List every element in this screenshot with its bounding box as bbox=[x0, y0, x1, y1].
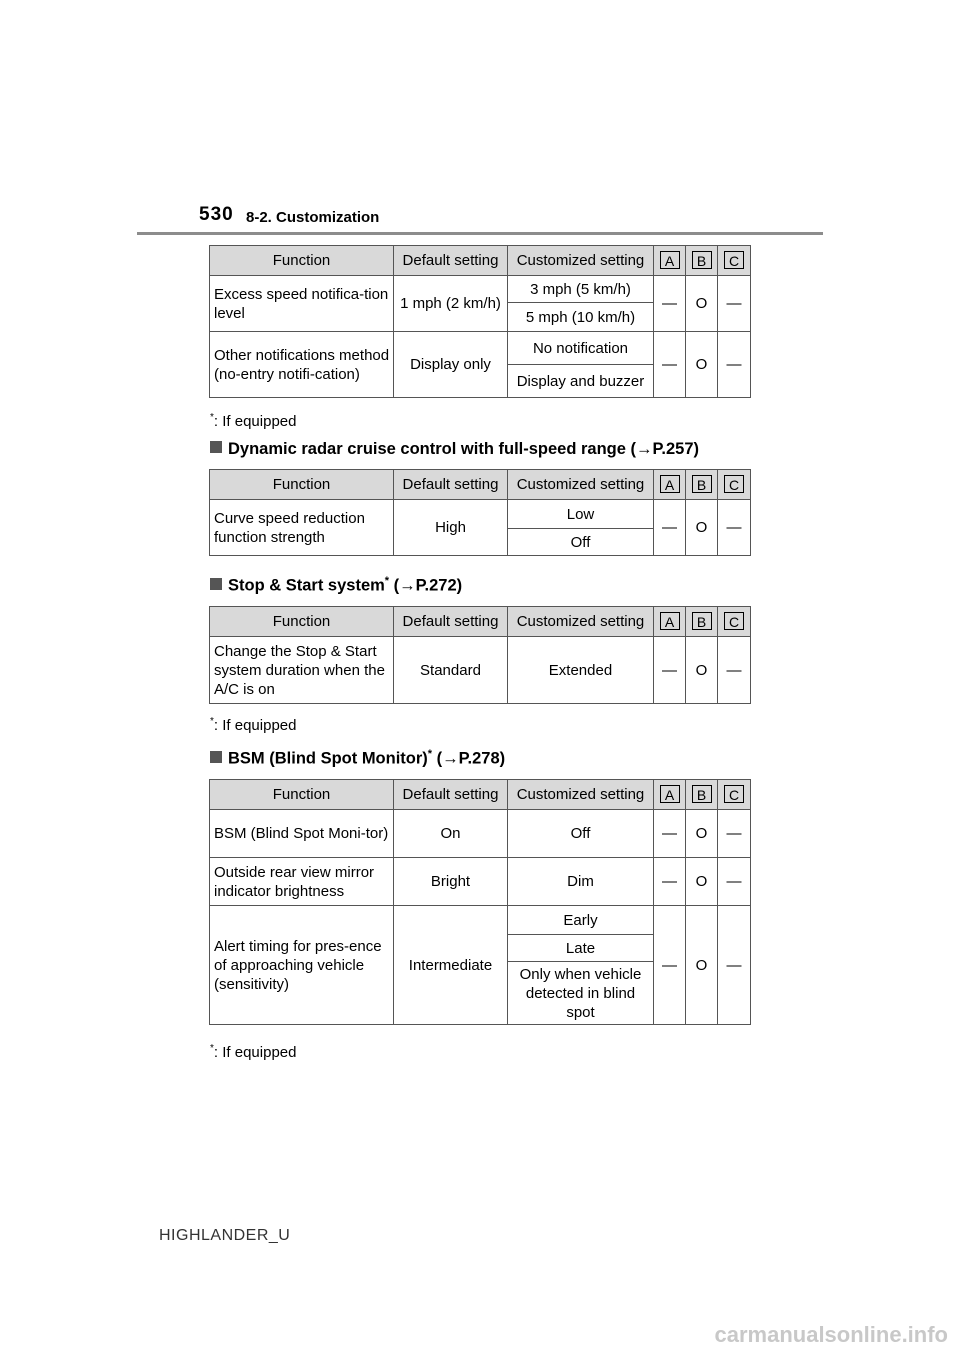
footnote-text: : If equipped bbox=[213, 717, 297, 734]
a-cell: — bbox=[654, 276, 686, 332]
c-cell: — bbox=[718, 810, 751, 858]
col-custom: Customized setting bbox=[508, 607, 654, 637]
footnote-mark: * bbox=[384, 575, 390, 587]
default-cell: Bright bbox=[394, 858, 508, 906]
col-a-icon: A bbox=[660, 612, 680, 630]
footnote-mark: * bbox=[427, 748, 433, 760]
table-row bbox=[210, 858, 751, 906]
footnote bbox=[210, 716, 296, 734]
col-a-icon: A bbox=[660, 251, 680, 269]
option-cell: Off bbox=[508, 529, 654, 556]
col-b-icon: B bbox=[692, 475, 712, 493]
b-cell: O bbox=[686, 858, 718, 906]
col-custom: Customized setting bbox=[508, 780, 654, 810]
col-c-icon: C bbox=[724, 612, 744, 630]
heading-text: Stop & Start system bbox=[228, 576, 385, 595]
table-row bbox=[210, 637, 751, 704]
heading-dynamic-radar bbox=[210, 440, 699, 459]
option-cell: Extended bbox=[508, 637, 654, 704]
heading-paren: ( bbox=[432, 749, 443, 768]
watermark: carmanualsonline.info bbox=[714, 1322, 948, 1347]
b-cell: O bbox=[686, 500, 718, 556]
option-cell: 5 mph (10 km/h) bbox=[508, 303, 654, 332]
a-cell: — bbox=[654, 810, 686, 858]
heading-stop-start bbox=[210, 575, 462, 596]
option-cell: 3 mph (5 km/h) bbox=[508, 276, 654, 303]
table-header-row bbox=[210, 607, 751, 637]
option-cell: Low bbox=[508, 500, 654, 529]
footnote-mark: * bbox=[210, 716, 214, 727]
c-cell: — bbox=[718, 637, 751, 704]
col-default: Default setting bbox=[394, 780, 508, 810]
option-cell: Early bbox=[508, 906, 654, 935]
table-header-row bbox=[210, 470, 751, 500]
b-cell: O bbox=[686, 276, 718, 332]
a-cell: — bbox=[654, 332, 686, 398]
default-cell: High bbox=[394, 500, 508, 556]
function-cell: Outside rear view mirror indicator brightness bbox=[210, 858, 394, 906]
col-default: Default setting bbox=[394, 246, 508, 276]
table-stop-start bbox=[209, 606, 751, 704]
heading-text: Dynamic radar cruise control with full-speed range ( bbox=[228, 440, 637, 458]
table-row bbox=[210, 332, 751, 365]
col-c-icon: C bbox=[724, 251, 744, 269]
heading-paren: ( bbox=[389, 576, 400, 595]
table-row bbox=[210, 276, 751, 303]
a-cell: — bbox=[654, 637, 686, 704]
table-display-settings bbox=[209, 245, 751, 398]
option-cell: Only when vehicle detected in blind spot bbox=[508, 962, 654, 1025]
arrow-right-icon: → bbox=[399, 576, 416, 595]
col-a-icon: A bbox=[660, 475, 680, 493]
col-c-icon: C bbox=[724, 475, 744, 493]
option-cell: Dim bbox=[508, 858, 654, 906]
footer-model: HIGHLANDER_U bbox=[159, 1227, 291, 1244]
page-reference-link[interactable]: P.272) bbox=[415, 576, 463, 595]
arrow-right-icon: → bbox=[636, 440, 653, 458]
col-b-icon: B bbox=[692, 785, 712, 803]
a-cell: — bbox=[654, 858, 686, 906]
col-function: Function bbox=[210, 246, 394, 276]
col-default: Default setting bbox=[394, 470, 508, 500]
col-custom: Customized setting bbox=[508, 470, 654, 500]
page-reference-link[interactable]: P.278) bbox=[458, 749, 506, 768]
footnote-mark: * bbox=[210, 412, 214, 423]
page-reference-link[interactable]: P.257) bbox=[652, 440, 700, 458]
table-dynamic-radar bbox=[209, 469, 751, 556]
c-cell: — bbox=[718, 276, 751, 332]
function-cell: Other notifications method (no-entry notifi-cation) bbox=[210, 332, 394, 398]
b-cell: O bbox=[686, 637, 718, 704]
col-default: Default setting bbox=[394, 607, 508, 637]
default-cell: 1 mph (2 km/h) bbox=[394, 276, 508, 332]
footnote-mark: * bbox=[210, 1043, 214, 1054]
heading-text: BSM (Blind Spot Monitor) bbox=[228, 749, 428, 768]
function-cell: BSM (Blind Spot Moni-tor) bbox=[210, 810, 394, 858]
square-bullet-icon bbox=[210, 441, 222, 453]
footnote bbox=[210, 412, 296, 430]
col-function: Function bbox=[210, 780, 394, 810]
table-row bbox=[210, 810, 751, 858]
col-b-icon: B bbox=[692, 612, 712, 630]
col-function: Function bbox=[210, 607, 394, 637]
c-cell: — bbox=[718, 858, 751, 906]
function-cell: Excess speed notifica-tion level bbox=[210, 276, 394, 332]
default-cell: Display only bbox=[394, 332, 508, 398]
footnote bbox=[210, 1043, 296, 1061]
header-rule bbox=[137, 232, 823, 235]
table-row bbox=[210, 906, 751, 935]
c-cell: — bbox=[718, 500, 751, 556]
col-custom: Customized setting bbox=[508, 246, 654, 276]
a-cell: — bbox=[654, 906, 686, 1025]
col-a-icon: A bbox=[660, 785, 680, 803]
b-cell: O bbox=[686, 332, 718, 398]
default-cell: Standard bbox=[394, 637, 508, 704]
b-cell: O bbox=[686, 810, 718, 858]
default-cell: On bbox=[394, 810, 508, 858]
c-cell: — bbox=[718, 332, 751, 398]
col-c-icon: C bbox=[724, 785, 744, 803]
function-cell: Curve speed reduction function strength bbox=[210, 500, 394, 556]
page-number: 530 bbox=[199, 204, 234, 225]
square-bullet-icon bbox=[210, 578, 222, 590]
default-cell: Intermediate bbox=[394, 906, 508, 1025]
col-function: Function bbox=[210, 470, 394, 500]
c-cell: — bbox=[718, 906, 751, 1025]
a-cell: — bbox=[654, 500, 686, 556]
table-header-row bbox=[210, 246, 751, 276]
function-cell: Change the Stop & Start system duration when the A/C is on bbox=[210, 637, 394, 704]
arrow-right-icon: → bbox=[442, 749, 459, 768]
option-cell: No notification bbox=[508, 332, 654, 365]
b-cell: O bbox=[686, 906, 718, 1025]
table-row bbox=[210, 500, 751, 529]
heading-bsm bbox=[210, 748, 505, 769]
option-cell: Late bbox=[508, 935, 654, 962]
option-cell: Display and buzzer bbox=[508, 365, 654, 398]
footnote-text: : If equipped bbox=[213, 1044, 297, 1061]
section-title: 8-2. Customization bbox=[246, 209, 380, 226]
footnote-text: : If equipped bbox=[213, 413, 297, 430]
square-bullet-icon bbox=[210, 751, 222, 763]
table-header-row bbox=[210, 780, 751, 810]
function-cell: Alert timing for pres-ence of approaching vehicle (sensitivity) bbox=[210, 906, 394, 1025]
option-cell: Off bbox=[508, 810, 654, 858]
col-b-icon: B bbox=[692, 251, 712, 269]
table-bsm bbox=[209, 779, 751, 1025]
